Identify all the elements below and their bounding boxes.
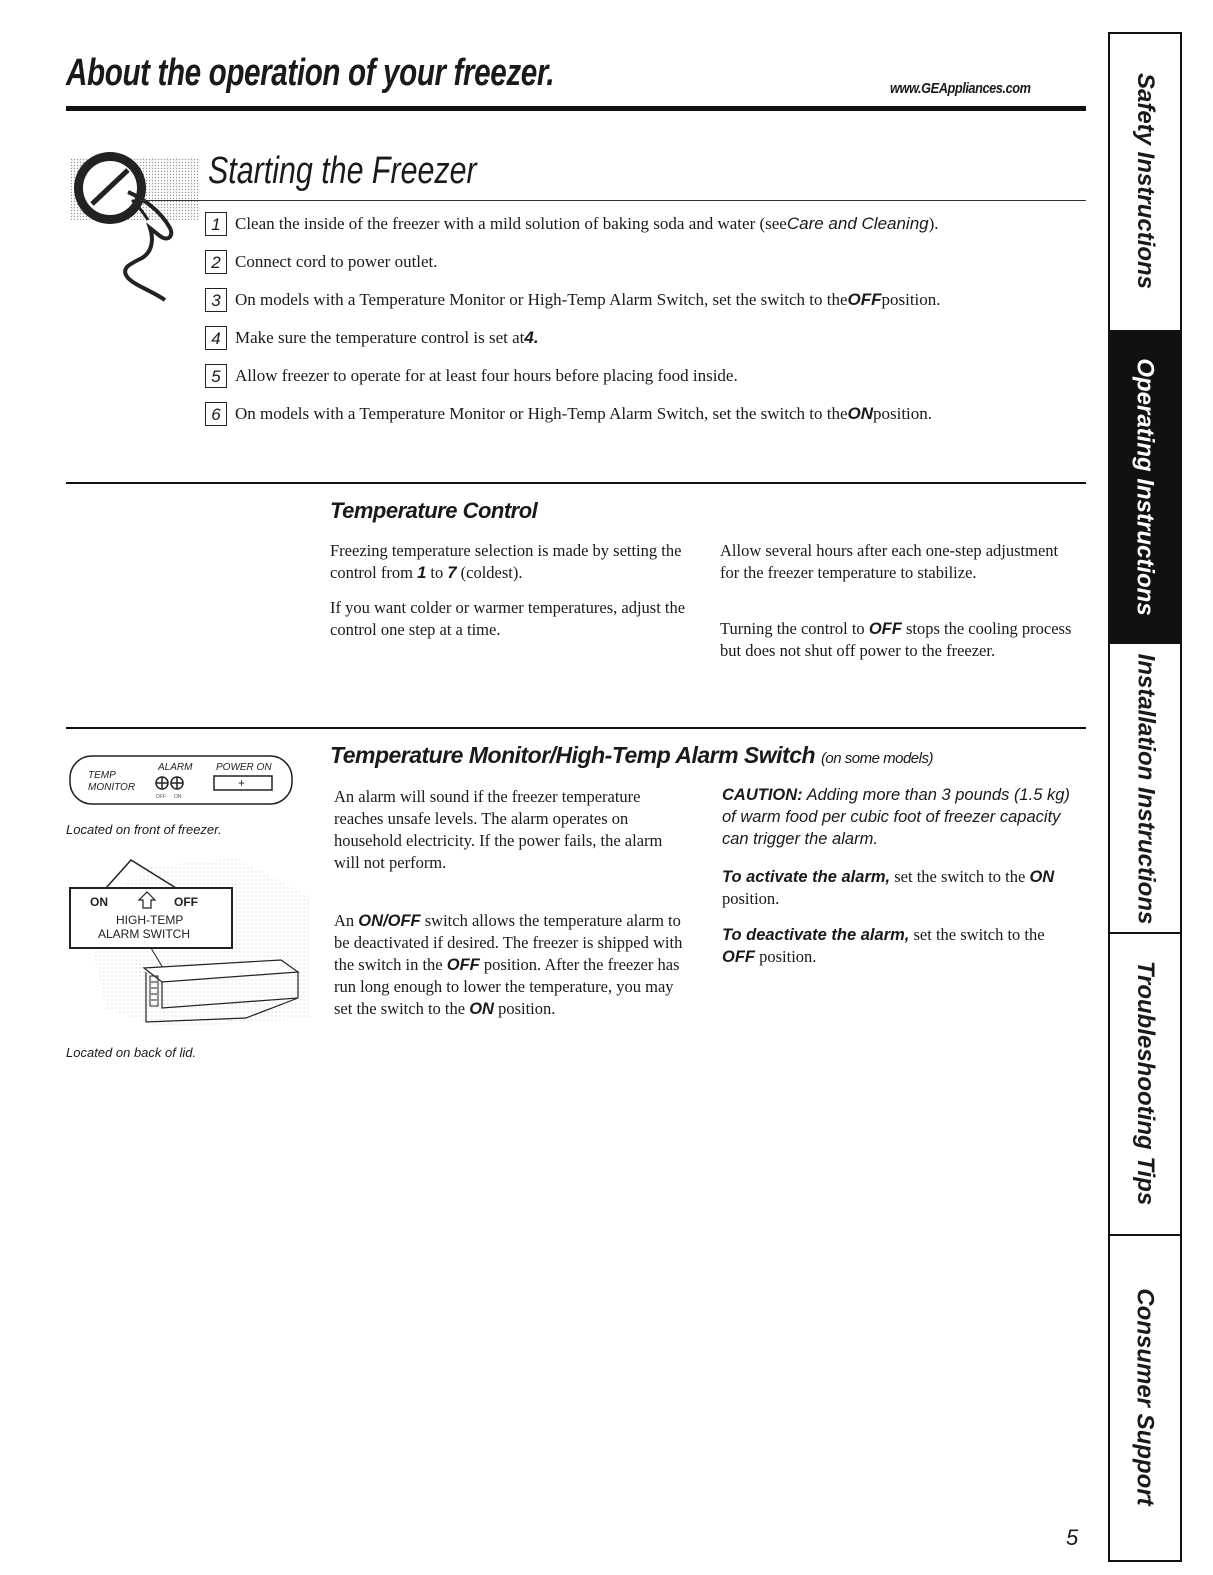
- step-text: Connect cord to power outlet.: [235, 252, 438, 271]
- header-rule: [66, 106, 1086, 111]
- svg-text:+: +: [238, 776, 246, 790]
- svg-text:ON: ON: [174, 794, 182, 800]
- svg-text:ALARM: ALARM: [158, 762, 193, 773]
- caption-back: Located on back of lid.: [66, 1045, 197, 1060]
- page-number: 5: [1066, 1525, 1079, 1550]
- svg-text:POWER ON: POWER ON: [216, 762, 272, 773]
- caution-note: CAUTION: Adding more than 3 pounds (1.5 kg) of warm food per cubic foot of freezer capacity can trigger the alarm.: [722, 786, 1070, 848]
- step-emphasis: ON: [847, 404, 873, 423]
- tab-operating-instructions[interactable]: Operating Instructions: [1110, 330, 1180, 644]
- freezer-lid-switch-illustration: [66, 858, 312, 1030]
- section-title-monitor: Temperature Monitor/High-Temp Alarm Switch (on some models): [330, 742, 933, 768]
- svg-text:OFF: OFF: [156, 794, 166, 800]
- step-item: [205, 288, 941, 312]
- step-number: 2: [205, 250, 227, 274]
- step-emphasis: Care and Cleaning: [786, 214, 929, 233]
- tab-safety-instructions[interactable]: Safety Instructions: [1132, 72, 1160, 290]
- monitor-paragraph-1: An alarm will sound if the freezer temperature reaches unsafe levels. The alarm operates on household electricity. If the power fails, the alarm will not perform.: [334, 787, 663, 872]
- step-item: [205, 364, 738, 388]
- tab-consumer-support[interactable]: Consumer Support: [1132, 1288, 1159, 1506]
- svg-text:OFF: OFF: [174, 895, 198, 909]
- section-divider: [66, 727, 1086, 729]
- svg-text:TEMP: TEMP: [88, 770, 116, 781]
- deactivate-instruction: To deactivate the alarm, set the switch to the OFF position.: [722, 925, 1045, 966]
- step-number: 4: [205, 326, 227, 350]
- step-item: [205, 212, 939, 236]
- step-text-end: position.: [873, 404, 933, 423]
- website-url[interactable]: www.GEAppliances.com: [890, 80, 1031, 97]
- step-emphasis: OFF: [847, 290, 882, 309]
- step-text-end: position.: [881, 290, 941, 309]
- temp-control-paragraph-2: If you want colder or warmer temperatures, adjust the control one step at a time.: [330, 598, 686, 639]
- svg-text:ALARM SWITCH: ALARM SWITCH: [98, 927, 191, 941]
- section-title-temperature-control: Temperature Control: [330, 498, 538, 523]
- temp-control-paragraph-3: Allow several hours after each one-step adjustment for the freezer temperature to stabilize.: [720, 541, 1059, 582]
- temp-monitor-panel-illustration: [66, 752, 296, 810]
- step-text: Clean the inside of the freezer with a mild solution of baking soda and water (see: [235, 214, 787, 233]
- step-item: [205, 326, 539, 350]
- caption-front: Located on front of freezer.: [66, 822, 222, 837]
- temp-control-paragraph-4: Turning the control to OFF stops the cooling process but does not shut off power to the freezer.: [720, 619, 1072, 660]
- step-text: Allow freezer to operate for at least four hours before placing food inside.: [235, 366, 738, 385]
- tab-troubleshooting-tips[interactable]: Troubleshooting Tips: [1132, 960, 1160, 1206]
- step-item: [205, 250, 438, 274]
- hand-dial-icon: [70, 140, 200, 310]
- step-number: 6: [205, 402, 227, 426]
- page-title: About the operation of your freezer.: [66, 52, 555, 94]
- step-text: On models with a Temperature Monitor or High-Temp Alarm Switch, set the switch to the: [235, 290, 848, 309]
- step-number: 1: [205, 212, 227, 236]
- step-number: 5: [205, 364, 227, 388]
- svg-text:ON: ON: [90, 895, 108, 909]
- step-item: [205, 402, 932, 426]
- step-text: Make sure the temperature control is set at: [235, 328, 525, 347]
- svg-text:HIGH-TEMP: HIGH-TEMP: [116, 913, 184, 927]
- activate-instruction: To activate the alarm, set the switch to the ON position.: [722, 867, 1055, 908]
- step-text-end: ).: [928, 214, 939, 233]
- section-rule: [140, 200, 1086, 201]
- step-number: 3: [205, 288, 227, 312]
- section-title-starting: Starting the Freezer: [208, 150, 477, 192]
- step-text: On models with a Temperature Monitor or High-Temp Alarm Switch, set the switch to the: [235, 404, 848, 423]
- svg-text:MONITOR: MONITOR: [88, 782, 136, 793]
- tab-installation-instructions[interactable]: Installation Instructions: [1132, 653, 1160, 925]
- temp-control-paragraph-1: Freezing temperature selection is made by setting the control from 1 to 7 (coldest).: [330, 541, 682, 582]
- monitor-paragraph-2: An ON/OFF switch allows the temperature alarm to be deactivated if desired. The freezer is shipped with the switch in the OFF position. After the freezer has run long enough to lower the temperature, you may set the switch to the ON position.: [334, 911, 683, 1018]
- step-emphasis: 4.: [524, 328, 539, 347]
- section-divider: [66, 482, 1086, 484]
